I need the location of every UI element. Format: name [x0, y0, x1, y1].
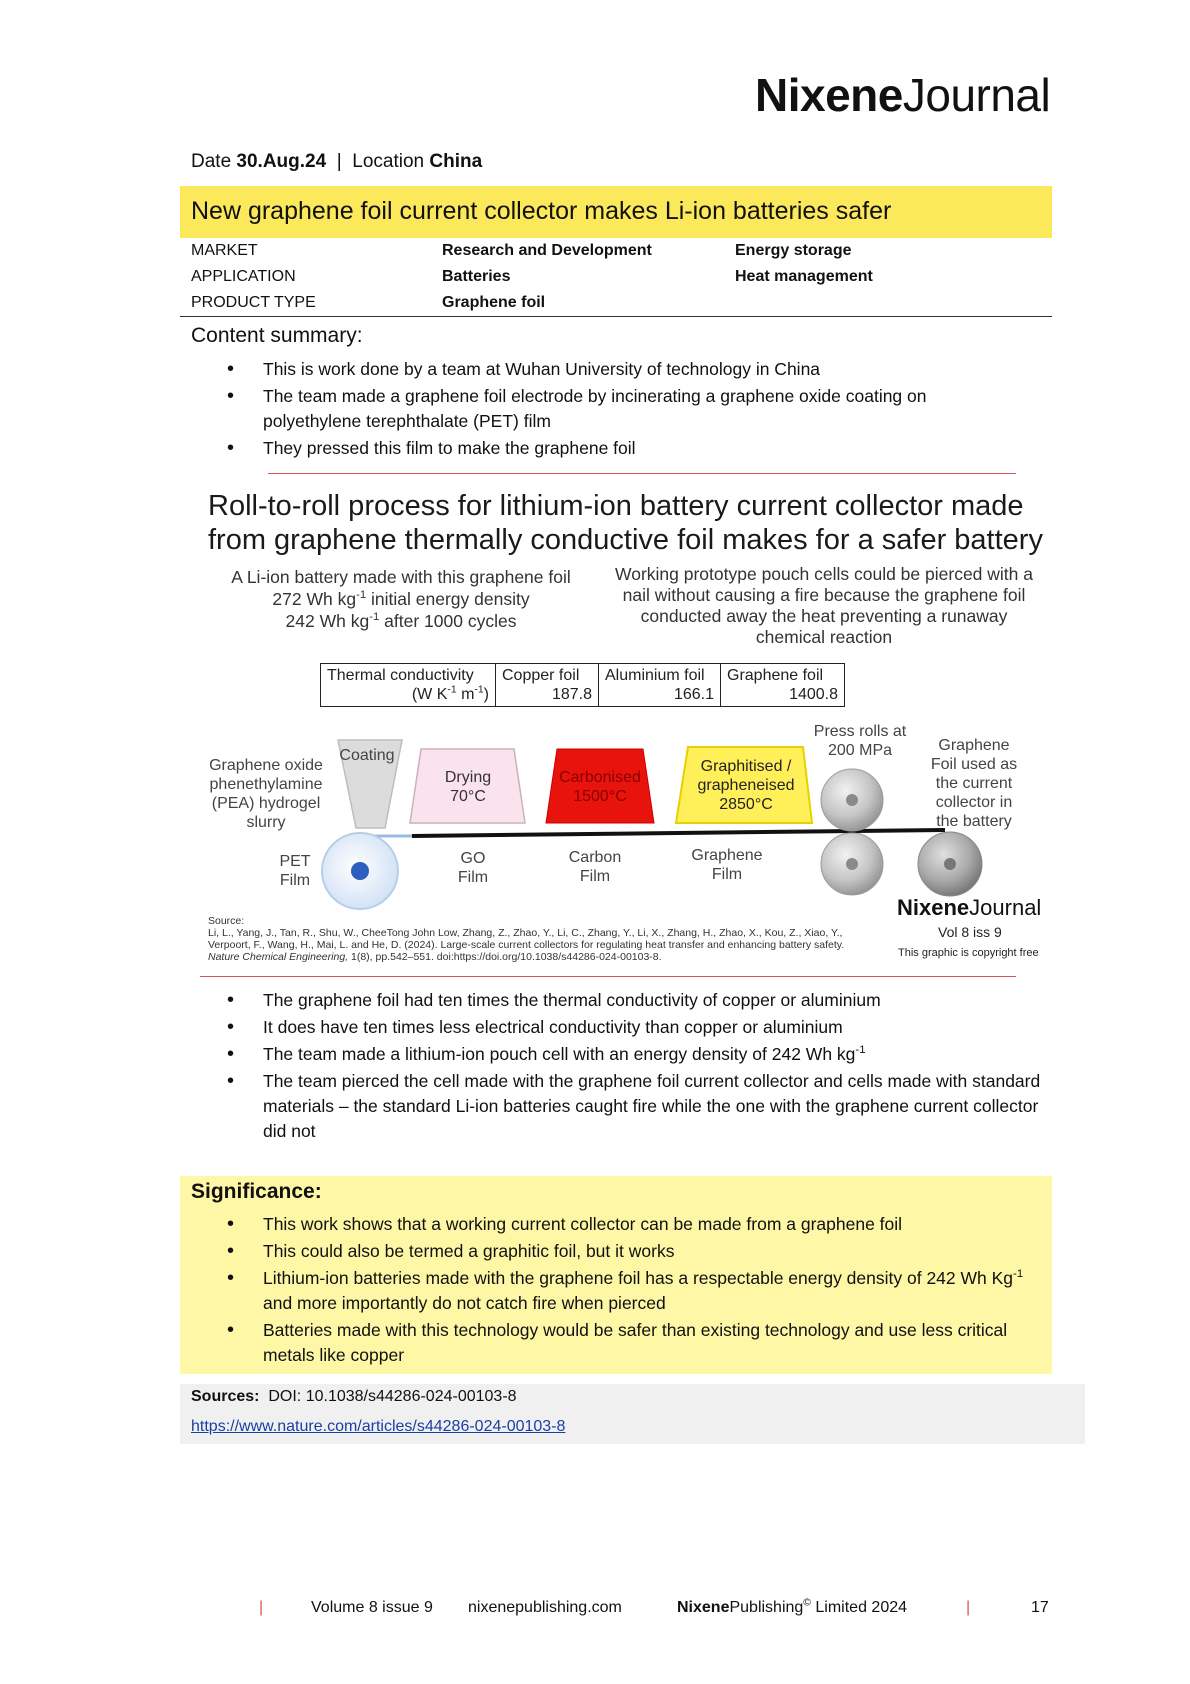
findings-list — [191, 988, 1041, 1146]
label-graphene-film-text: Film — [711, 866, 743, 883]
figure-bottom-rule — [200, 976, 1016, 977]
label-carbon: Carbon — [568, 849, 622, 866]
label-coating: Coating — [339, 747, 395, 764]
tc-header: Thermal conductivity — [327, 667, 474, 684]
summary-heading: Content summary: — [191, 324, 363, 347]
date-label: Date — [191, 151, 232, 172]
significance-bullet: • Batteries made with this technology would be safer than existing technology and use less critical metals like copper — [191, 1318, 1041, 1368]
label-drying — [428, 768, 508, 806]
press-roll-bottom-core — [846, 858, 858, 870]
meta-value-market-1: Research and Development — [442, 242, 652, 259]
left-caption-line1: A Li-ion battery made with this graphene foil — [231, 567, 571, 587]
tc-graphene-name: Graphene foil — [727, 667, 824, 684]
figure-right-caption: Working prototype pouch cells could be pierced with a nail without causing a fire because the graphene foil conducted away the heat preventing a runaway chemical reaction — [615, 564, 1033, 647]
significance-bullet: • This work shows that a working current collector can be made from a graphene foil — [191, 1212, 1041, 1237]
summary-bullet: • The team made a graphene foil electrode by incinerating a graphene oxide coating on polyethylene terephthalate (PET) film — [191, 384, 1001, 434]
location-label: Location — [352, 151, 425, 172]
meta-value-product-type-1: Graphene foil — [442, 294, 546, 311]
label-drying-temp: 70°C — [450, 788, 486, 805]
label-carbon-film — [560, 848, 630, 886]
sources-doi — [191, 1388, 517, 1406]
label-press-pressure: 200 MPa — [827, 742, 893, 759]
label-drying-text: Drying — [444, 769, 492, 786]
meta-label-market: MARKET — [191, 242, 258, 259]
label-press-text: Press rolls at — [813, 723, 907, 740]
masthead-brand-regular: Journal — [902, 69, 1051, 121]
tc-copper-value: 187.8 — [551, 686, 592, 703]
label-go: GO — [460, 850, 486, 867]
tc-unit-sup2: -1 — [474, 684, 484, 696]
label-graphitised-text2: grapheneised — [697, 777, 795, 794]
label-result: Graphene Foil used as the current collector in the battery — [930, 737, 1018, 830]
meta-value-application-1: Batteries — [442, 268, 511, 285]
figure-source — [208, 915, 848, 963]
figure-title: Roll-to-roll process for lithium-ion battery current collector made from graphene thermally conductive foil makes for a safer battery — [208, 490, 1043, 556]
masthead-brand-bold: Nixene — [755, 69, 903, 121]
location-value: China — [429, 151, 483, 172]
sources-url-link[interactable]: https://www.nature.com/articles/s44286-024-00103-8 — [191, 1418, 566, 1435]
finding-energy-text: The team made a lithium-ion pouch cell with an energy density of 242 Wh kg — [263, 1044, 856, 1064]
summary-bullet: • They pressed this film to make the graphene foil — [191, 436, 1001, 461]
significance-bullet: • This could also be termed a graphitic foil, but it works — [191, 1239, 1041, 1264]
footer-publisher-bold: Nixene — [677, 1599, 730, 1616]
footer-publisher-regular: Publishing — [729, 1599, 804, 1616]
label-graphitised-text: Graphitised / — [700, 758, 792, 775]
significance-energy-tail: and more importantly do not catch fire when pierced — [263, 1293, 666, 1313]
energy-initial: 272 Wh kg — [272, 589, 357, 609]
footer-publisher-tail: Limited 2024 — [810, 1599, 908, 1616]
label-pet: PET — [279, 853, 311, 870]
label-carbonised-text: Carbonised — [559, 769, 641, 786]
label-graphene-film — [684, 846, 770, 884]
article-title: New graphene foil current collector makes Li-ion batteries safer — [191, 197, 892, 225]
film-line — [412, 830, 945, 836]
date-value: 30.Aug.24 — [236, 151, 327, 172]
label-slurry: Graphene oxide phenethylamine (PEA) hydrogel slurry — [209, 757, 323, 831]
energy-initial-sup: -1 — [356, 589, 367, 602]
energy-initial-tail: initial energy density — [366, 589, 530, 609]
tc-aluminium-value: 166.1 — [673, 686, 714, 703]
footer-volume: Volume 8 issue 9 — [311, 1599, 433, 1616]
significance-energy-sup: -1 — [1013, 1268, 1024, 1281]
footer-page-number: 17 — [1031, 1599, 1049, 1616]
graphene-foil-roll-core — [944, 858, 956, 870]
meta-value-application-2: Heat management — [735, 268, 873, 285]
footer-site: nixenepublishing.com — [468, 1599, 622, 1616]
source-journal: Nature Chemical Engineering, — [208, 951, 349, 963]
label-carbonised-temp: 1500°C — [573, 788, 627, 805]
meta-label-application: APPLICATION — [191, 268, 296, 285]
footer-copyright-mark: © — [803, 1597, 811, 1609]
label-go-film-text: Film — [457, 869, 489, 886]
figure-copyright: This graphic is copyright free — [898, 947, 1039, 959]
finding-bullet: • The graphene foil had ten times the thermal conductivity of copper or aluminium — [191, 988, 1041, 1013]
summary-bullet: • This is work done by a team at Wuhan University of technology in China — [191, 357, 1001, 382]
tc-copper-name: Copper foil — [502, 667, 580, 684]
press-roll-top-core — [846, 794, 858, 806]
finding-bullet: • The team pierced the cell made with the graphene foil current collector and cells made with standard materials – the standard Li-ion batteries caught fire while the one with the graphene current collector did not — [191, 1069, 1041, 1144]
tc-unit-suffix: ) — [483, 686, 489, 703]
label-press-rolls — [808, 722, 912, 760]
significance-heading: Significance: — [191, 1180, 322, 1203]
label-pet-film-text: Film — [279, 872, 311, 889]
sources-label: Sources: — [191, 1388, 260, 1405]
label-carbonised — [552, 768, 648, 806]
label-graphitised — [686, 757, 806, 814]
finding-energy-sup: -1 — [855, 1044, 866, 1057]
energy-cycles-sup: -1 — [369, 611, 380, 624]
label-graphitised-temp: 2850°C — [719, 796, 773, 813]
footer-pipe-right: | — [966, 1599, 971, 1616]
significance-list — [191, 1212, 1041, 1370]
tc-unit-prefix: (W K — [411, 686, 448, 703]
energy-cycles: 242 Wh kg — [285, 611, 370, 631]
meta-label-product-type: PRODUCT TYPE — [191, 294, 316, 311]
label-go-film — [448, 849, 498, 887]
tc-unit-sup1: -1 — [447, 684, 457, 696]
footer-publisher — [677, 1599, 907, 1617]
figure-brand-bold: Nixene — [897, 895, 970, 920]
dateline-separator: | — [336, 151, 342, 172]
finding-bullet — [191, 1042, 1041, 1067]
source-label: Source: — [208, 915, 245, 927]
tc-unit-mid: m — [456, 686, 475, 703]
pet-roll-core — [351, 862, 369, 880]
significance-bullet — [191, 1266, 1041, 1316]
figure-volume: Vol 8 iss 9 — [938, 924, 1002, 940]
tc-aluminium-name: Aluminium foil — [605, 667, 705, 684]
figure-brand-regular: Journal — [969, 895, 1042, 920]
figure-brand-logo — [897, 895, 1041, 921]
source-tail: 1(8), pp.542–551. doi:https://doi.org/10.1038/s44286-024-00103-8. — [348, 951, 662, 963]
footer-pipe-left: | — [259, 1599, 264, 1616]
label-carbon-film-text: Film — [579, 868, 611, 885]
significance-energy-text: Lithium-ion batteries made with the graphene foil has a respectable energy density of 242 Wh Kg — [263, 1268, 1014, 1288]
meta-value-market-2: Energy storage — [735, 242, 852, 259]
tc-graphene-value: 1400.8 — [789, 686, 838, 703]
finding-bullet: • It does have ten times less electrical conductivity than copper or aluminium — [191, 1015, 1041, 1040]
label-graphene: Graphene — [691, 847, 763, 864]
label-pet-film — [272, 852, 318, 890]
sources-doi-text: DOI: 10.1038/s44286-024-00103-8 — [268, 1388, 517, 1405]
energy-cycles-tail: after 1000 cycles — [379, 611, 517, 631]
source-text: Li, L., Yang, J., Tan, R., Shu, W., CheeTong John Low, Zhang, Z., Zhao, Y., Li, C., Zhang, Y., Li, X., Zhang, H., Zhao, X., Kou, Z., Xiao, Y., Verpoort, F., Wang, H., Mai, L. and He, D. (2024). Large-scale current collectors for regulating heat transfer and enhancing battery safety. — [208, 927, 845, 951]
